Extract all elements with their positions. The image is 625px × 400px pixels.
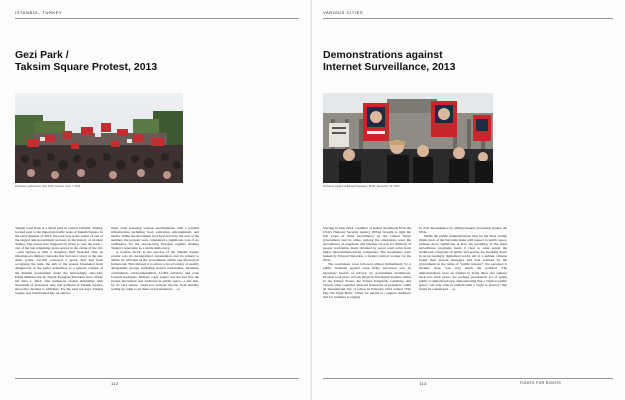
running-head: ISTANBUL, TURKEY <box>15 10 63 15</box>
paragraph: While the public demonstrations may be the most visible implication of the Snowden leaks with respect to public space, perhaps more significant is how the unveiling of the mass surveillance programs made it clear to what extent the traditional categories of public and private are breaking down in an increasingly digitalized world. All of a sudden, citizens found their private messages and data scanned by the government in the name of "public interest"; the personal, it became clear, was very much the political. The demonstrations were an attempt to bring these two spheres back into their place: the perhaps paradoxical act of going public to demand privacy, demonstrating that a "right to public space" can only exist in tandem with a "right to privacy" that forms its counterpart. →p. <box>419 234 507 291</box>
gezi-park-photo <box>15 93 183 183</box>
folio-rule <box>323 378 613 379</box>
photo-caption: Protest in support of Edward Snowden, Berlin, November 16, 2013 <box>323 185 400 188</box>
title-line-2: Taksim Square Protest, 2013 <box>15 60 158 73</box>
title-line-2: Internet Surveillance, 2013 <box>323 60 456 73</box>
page-number: 112 <box>111 381 119 386</box>
body-column-2 <box>419 226 507 386</box>
folio-rule <box>15 378 299 379</box>
page-title <box>15 50 157 73</box>
title-line-1: Demonstrations against <box>323 49 443 61</box>
running-head-rule <box>323 18 613 19</box>
paragraph: in civil disobedience by adding banners protesting against the NSA. <box>419 226 507 235</box>
body-column-2 <box>111 226 199 386</box>
body-column-1 <box>323 226 411 386</box>
right-page <box>312 0 624 400</box>
paragraph: Starting in June 2013, a number of leaked documents from the USA's National Security Agency (NSA) brought to light the full scope of mass surveillance by the United States government and its allies. Among the allegations were the surveillance of telephone and Internet records for millions of people worldwide, many obtained by secret court order from major telecommunications companies. The documents were leaked by Edward Snowden, a former contract worker for the NSA. <box>323 226 411 263</box>
running-head-rule <box>15 18 299 19</box>
page-title <box>323 50 455 73</box>
paragraph: Taksim Gezi Park is a small park in central Istanbul, Turkey, located next to the important traffic node of Taksim Square. In the early summer of 2013, the park was at the center of one of the largest anti-government protests in the history of modern Turkey. The unrest was triggered by plans to raze the park—one of the last remaining green spaces in the center of the city—and replace it with a shopping mall modeled after an Ottoman-era military barracks that had once stood at the site. After police forcibly removed a group that had been occupying the park, the aim of the protest broadened from disapproval of the park's demolition to a general critique of the Turkish government under the increasingly autocratic Prime Minister Recep Tayyip Erdoğan (President since 2014). On June 1, 2013, after numerous violent skirmishes with thousands of protesters who had gathered at Taksim Square, the police decided to withdraw. For the next ten days, Taksim Square was transformed into an autono- <box>15 226 103 295</box>
body-column-1 <box>15 226 103 386</box>
section-label: FIGHTS FOR RIGHTS <box>520 381 562 385</box>
page-number: 113 <box>419 381 427 386</box>
snowden-poster-image <box>363 103 389 141</box>
paragraph: The revelations were followed almost immediately by a public backlash against what many perceived was an egregious breach of privacy by government institutions. Protests took place in both physical and digital forums: rallies in the United States, the United Kingdom, Germany, and various other countries attracted thousands of protesters, while an international day of action in February 2014 named "The Day We Fight Back" called for emails to congress members and for websites to engage <box>323 262 411 299</box>
title-line-1: Gezi Park / <box>15 49 69 61</box>
paragraph: A notable factor in the success of the Taksim Square protest was its decentralized organization and its refusal to define its criticism of the government within one ideological framework. This allowed it to attract a broad variety of usually antagonistic groups, including secular nationalists, Islamists, communists, environmentalists, LGBT activists, and even football hooligans. Perhaps a key aspect was the fact that the protest movement was anchored in public space—a site that, by its very nature, could not exclude anyone from literally setting up camp to air their own frustrations. →p. <box>111 250 199 291</box>
running-head: VARIOUS CITIES <box>323 10 364 15</box>
paragraph: mous zone featuring various encampments with a parallel infrastructure including food, sanitation, entertainment, and media. While the movement had died down by the end of the summer, the protests were considered a significant vote of no confidence for the decade-long Erdoğan regime, shaking Turkey's reputation as a stable democracy. <box>111 226 199 251</box>
snowden-protest-photo <box>323 93 493 183</box>
photo-caption: Protesters gathering in Gezi Park, Istanbul, June 1, 2013 <box>15 185 81 188</box>
left-page <box>0 0 312 400</box>
